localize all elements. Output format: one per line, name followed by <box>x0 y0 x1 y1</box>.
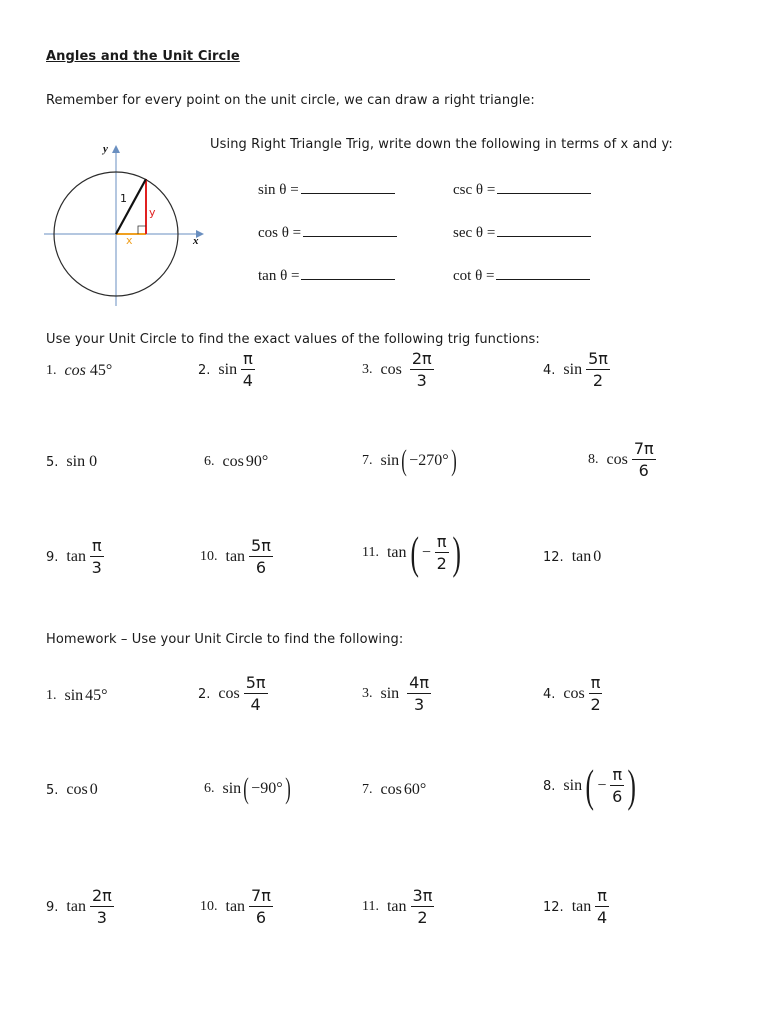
page-title: Angles and the Unit Circle <box>46 49 240 64</box>
problem-item: 2. sin $\frac{\pi}{4}$ <box>198 349 253 390</box>
answer-blank[interactable] <box>497 181 591 194</box>
problem-item: 6. sin ( −90° ) <box>204 772 291 805</box>
problem-item: 3. sin $\frac{4\pi}{3}$ <box>362 673 429 714</box>
y-axis-arrow <box>112 145 120 153</box>
unit-circle-diagram <box>40 136 210 308</box>
answer-blank[interactable] <box>301 181 395 194</box>
problem-item: 8. cos $\frac{7\pi}{6}$ <box>588 439 654 480</box>
problem-item: 3. cos $\frac{2\pi}{3}$ <box>362 349 432 390</box>
problem-item: 7. sin ( −270° ) <box>362 444 457 477</box>
problem-item: 11. tan ( − $\frac{\pi}{2}$ ) <box>362 527 461 578</box>
problem-item: 1. sin 45° <box>46 687 108 704</box>
opposite-label: y <box>149 206 156 219</box>
intro-text: Remember for every point on the unit circle, we can draw a right triangle: <box>46 93 535 108</box>
section2-heading: Homework – Use your Unit Circle to find the following: <box>46 632 404 647</box>
problem-item: 9. tan $\frac{2\pi}{3}$ <box>46 886 112 927</box>
problem-item: 8. sin ( − $\frac{\pi}{6}$ ) <box>543 760 636 811</box>
right-angle-mark <box>138 226 146 234</box>
x-axis-label: x <box>193 235 199 247</box>
instruction-text: Using Right Triangle Trig, write down the following in terms of x and y: <box>210 137 673 152</box>
fill-in-cot: cot θ = <box>453 267 590 285</box>
problem-item: 1. cos 45° <box>46 362 113 379</box>
problem-item: 7. cos 60° <box>362 781 427 798</box>
problem-item: 4. sin $\frac{5\pi}{2}$ <box>543 349 608 390</box>
fill-in-sec: sec θ = <box>453 224 591 242</box>
problem-item: 5. cos 0 <box>46 781 98 798</box>
fill-in-tan: tan θ = <box>258 267 395 285</box>
answer-blank[interactable] <box>303 224 397 237</box>
problem-item: 2. cos $\frac{5\pi}{4}$ <box>198 673 266 714</box>
problem-item: 4. cos $\frac{\pi}{2}$ <box>543 673 601 714</box>
problem-item: 10. tan $\frac{5\pi}{6}$ <box>200 536 271 577</box>
problem-item: 9. tan $\frac{\pi}{3}$ <box>46 536 102 577</box>
problem-item: 12. tan $\frac{\pi}{4}$ <box>543 886 608 927</box>
adjacent-label: x <box>126 234 133 247</box>
problem-item: 12. tan 0 <box>543 548 602 565</box>
hypotenuse-label: 1 <box>120 192 127 205</box>
problem-item: 6. cos 90° <box>204 453 269 470</box>
answer-blank[interactable] <box>497 224 591 237</box>
problem-item: 10. tan $\frac{7\pi}{6}$ <box>200 886 271 927</box>
problem-item: 11. tan $\frac{3\pi}{2}$ <box>362 886 433 927</box>
answer-blank[interactable] <box>301 267 395 280</box>
answer-blank[interactable] <box>496 267 590 280</box>
section1-heading: Use your Unit Circle to find the exact values of the following trig functions: <box>46 332 540 347</box>
fill-in-csc: csc θ = <box>453 181 591 199</box>
problem-item: 5. sin 0 <box>46 453 98 470</box>
fill-in-sin: sin θ = <box>258 181 395 199</box>
y-axis-label: y <box>103 143 108 155</box>
fill-in-cos: cos θ = <box>258 224 397 242</box>
